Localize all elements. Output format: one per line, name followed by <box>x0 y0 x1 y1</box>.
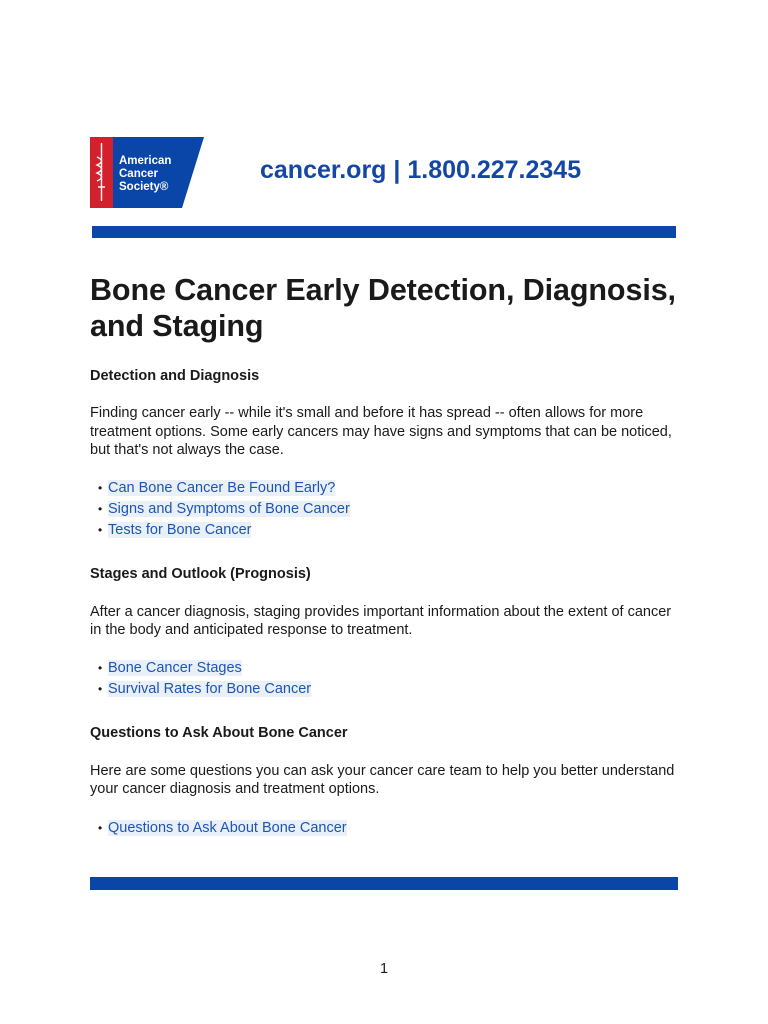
list-item <box>108 818 680 839</box>
list-item <box>108 478 680 499</box>
section-heading-detection: Detection and Diagnosis <box>90 368 260 384</box>
logo-text-line-2: Cancer <box>119 168 158 180</box>
link-list-stages <box>90 658 680 700</box>
link-stages[interactable]: Bone Cancer Stages <box>108 659 242 676</box>
link-found-early[interactable]: Can Bone Cancer Be Found Early? <box>108 479 336 496</box>
section-body-detection: Finding cancer early -- while it's small and before it has spread -- often allows for more treatment options. Some early cancers may have signs and symptoms that can be noticed, but that's not always the case. <box>90 405 672 458</box>
link-survival-rates[interactable]: Survival Rates for Bone Cancer <box>108 680 312 697</box>
acs-logo-graphic <box>90 137 204 208</box>
list-item <box>108 658 680 679</box>
list-item <box>108 679 680 700</box>
acs-logo[interactable] <box>90 137 204 208</box>
page-number: 1 <box>379 961 389 977</box>
link-tests[interactable]: Tests for Bone Cancer <box>108 521 252 538</box>
link-list-detection <box>90 478 680 541</box>
section-body-stages: After a cancer diagnosis, staging provides important information about the extent of cancer in the body and anticipated response to treatment. <box>90 603 672 638</box>
section-heading-questions: Questions to Ask About Bone Cancer <box>90 724 348 741</box>
header-contact-link[interactable]: cancer.org | 1.800.227.2345 <box>260 156 582 184</box>
top-divider <box>92 226 676 238</box>
section-heading-stages: Stages and Outlook (Prognosis) <box>90 565 311 582</box>
section-body-questions: Here are some questions you can ask your cancer care team to help you better understand your cancer diagnosis and treatment options. <box>90 762 675 797</box>
list-item <box>108 520 680 541</box>
link-signs-symptoms[interactable]: Signs and Symptoms of Bone Cancer <box>108 500 350 517</box>
logo-text-line-3: Society® <box>119 181 169 193</box>
logo-text-line-1: American <box>119 155 172 167</box>
link-list-questions <box>90 818 680 839</box>
list-item <box>108 499 680 520</box>
bottom-divider <box>90 877 678 890</box>
article-content <box>90 272 680 839</box>
page-title: Bone Cancer Early Detection, Diagnosis, and Staging <box>90 273 676 343</box>
link-questions[interactable]: Questions to Ask About Bone Cancer <box>108 819 347 836</box>
